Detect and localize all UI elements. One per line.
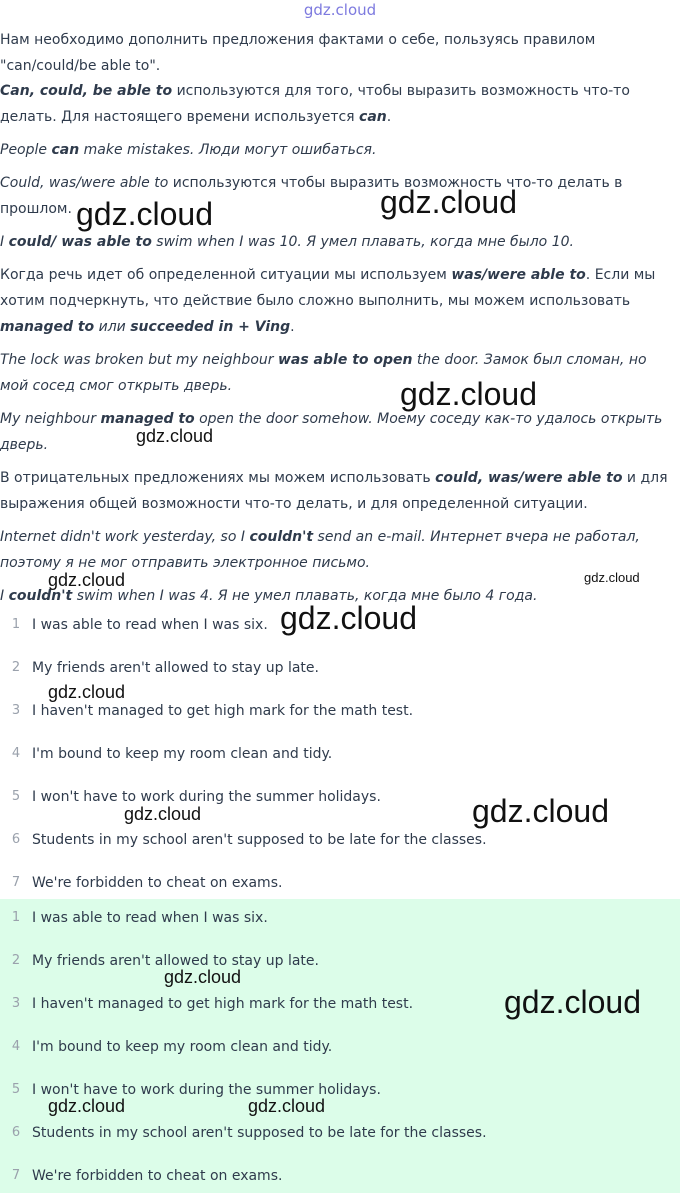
text-run: couldn't xyxy=(8,588,73,604)
item-number: 2 xyxy=(11,660,21,675)
watermark: gdz.cloud xyxy=(280,600,417,636)
text-run: или xyxy=(94,319,131,335)
item-number: 3 xyxy=(11,996,21,1011)
text-run: make mistakes. Люди могут ошибаться. xyxy=(79,142,377,158)
text-run: . xyxy=(386,109,392,125)
text-run: The lock was broken but my neighbour xyxy=(0,352,278,368)
item-text: I'm bound to keep my room clean and tidy. xyxy=(32,746,333,762)
item-text: I won't have to work during the summer holidays. xyxy=(32,789,381,805)
item-text: We're forbidden to cheat on exams. xyxy=(32,875,283,891)
watermark: gdz.cloud xyxy=(380,184,517,220)
list-item xyxy=(0,742,680,782)
item-number: 7 xyxy=(11,1168,21,1183)
list-item xyxy=(0,1121,680,1161)
list-item xyxy=(0,949,680,989)
text-run: . xyxy=(290,319,295,335)
text-run: Internet didn't work yesterday, so I xyxy=(0,529,250,545)
item-text: I won't have to work during the summer holidays. xyxy=(32,1082,381,1098)
text-run: используются для того, чтобы выразить возможность что-то делать. Для настоящего времени используется xyxy=(0,83,630,125)
paragraph xyxy=(0,406,676,458)
paragraph xyxy=(0,229,676,255)
paragraph xyxy=(0,347,676,399)
text-run: can xyxy=(359,109,387,125)
item-number: 4 xyxy=(11,746,21,761)
text-run: was able to open xyxy=(277,352,413,368)
text-run: В отрицательных предложениях мы можем использовать xyxy=(0,470,436,486)
text-run: couldn't xyxy=(249,529,314,545)
text-run: swim when I was 10. Я умел плавать, когда мне было 10. xyxy=(151,234,574,250)
watermark: gdz.cloud xyxy=(48,570,126,590)
text-run: the door. Замок был сломан, но мой сосед смог открыть дверь. xyxy=(0,352,647,394)
text-run: I xyxy=(0,588,9,604)
watermark: gdz.cloud xyxy=(48,682,126,702)
paragraph xyxy=(0,262,676,340)
item-text: My friends aren't allowed to stay up late. xyxy=(32,660,319,676)
item-number: 7 xyxy=(11,875,21,890)
item-number: 1 xyxy=(11,910,21,925)
text-run: I xyxy=(0,234,9,250)
paragraph xyxy=(0,137,676,163)
text-run: managed to xyxy=(100,411,195,427)
text-run: can xyxy=(51,142,80,158)
text-run: People xyxy=(0,142,52,158)
text-run: was/were able to xyxy=(451,267,586,283)
list-item xyxy=(0,1164,680,1204)
item-number: 5 xyxy=(11,1082,21,1097)
item-number: 2 xyxy=(11,953,21,968)
text-run: . Если мы хотим подчеркнуть, что действие было сложно выполнить, мы можем использовать xyxy=(0,267,656,309)
text-run: Когда речь идет об определенной ситуации мы используем xyxy=(0,267,452,283)
item-number: 5 xyxy=(11,789,21,804)
item-text: Students in my school aren't supposed to be late for the classes. xyxy=(32,832,487,848)
item-number: 3 xyxy=(11,703,21,718)
answer-box xyxy=(0,899,680,1193)
text-run: succeeded in + Ving xyxy=(130,319,291,335)
text-run: could/ was able to xyxy=(8,234,152,250)
watermark: gdz.cloud xyxy=(136,426,214,446)
text-run: используются чтобы выразить возможность что-то делать в прошлом. xyxy=(0,175,623,217)
watermark: gdz.cloud xyxy=(124,804,202,824)
watermark: gdz.cloud xyxy=(472,793,609,829)
list-item xyxy=(0,828,680,868)
watermark: gdz.cloud xyxy=(48,1096,126,1116)
item-text: I'm bound to keep my room clean and tidy. xyxy=(32,1039,333,1055)
list-item xyxy=(0,699,680,739)
paragraph xyxy=(0,78,676,130)
text-run: Could, was/were able to xyxy=(0,175,169,191)
text-run: open the door somehow. Моему соседу как-то удалось открыть дверь. xyxy=(0,411,663,453)
watermark: gdz.cloud xyxy=(164,967,242,987)
watermark: gdz.cloud xyxy=(76,196,213,232)
list-item xyxy=(0,906,680,946)
text-run: My neighbour xyxy=(0,411,101,427)
text-run: swim when I was 4. Я не умел плавать, когда мне было 4 года. xyxy=(72,588,538,604)
item-text: I haven't managed to get high mark for the math test. xyxy=(32,996,414,1012)
item-number: 4 xyxy=(11,1039,21,1054)
text-run: Нам необходимо дополнить предложения фактами о себе, пользуясь правилом "can/could/be able to". xyxy=(0,32,596,74)
item-number: 6 xyxy=(11,1125,21,1140)
paragraph xyxy=(0,27,676,79)
paragraph xyxy=(0,524,676,576)
item-text: I was able to read when I was six. xyxy=(32,910,268,926)
text-run: send an e-mail. Интернет вчера не работал, поэтому я не мог отправить электронное письмо. xyxy=(0,529,640,571)
text-run: managed to xyxy=(0,319,95,335)
paragraph xyxy=(0,465,676,517)
watermark: gdz.cloud xyxy=(248,1096,326,1116)
top-watermark: gdz.cloud xyxy=(303,1,377,19)
item-number: 1 xyxy=(11,617,21,632)
item-text: We're forbidden to cheat on exams. xyxy=(32,1168,283,1184)
text-run: и для выражения общей возможности что-то делать, и для определенной ситуации. xyxy=(0,470,668,512)
list-item xyxy=(0,1035,680,1075)
watermark: gdz.cloud xyxy=(504,984,641,1020)
text-run: could, was/were able to xyxy=(435,470,623,486)
watermark: gdz.cloud xyxy=(584,570,640,585)
text-run: Can, could, be able to xyxy=(0,83,173,99)
watermark: gdz.cloud xyxy=(400,376,537,412)
item-text: I was able to read when I was six. xyxy=(32,617,268,633)
item-number: 6 xyxy=(11,832,21,847)
item-text: I haven't managed to get high mark for the math test. xyxy=(32,703,414,719)
item-text: Students in my school aren't supposed to be late for the classes. xyxy=(32,1125,487,1141)
item-text: My friends aren't allowed to stay up late. xyxy=(32,953,319,969)
